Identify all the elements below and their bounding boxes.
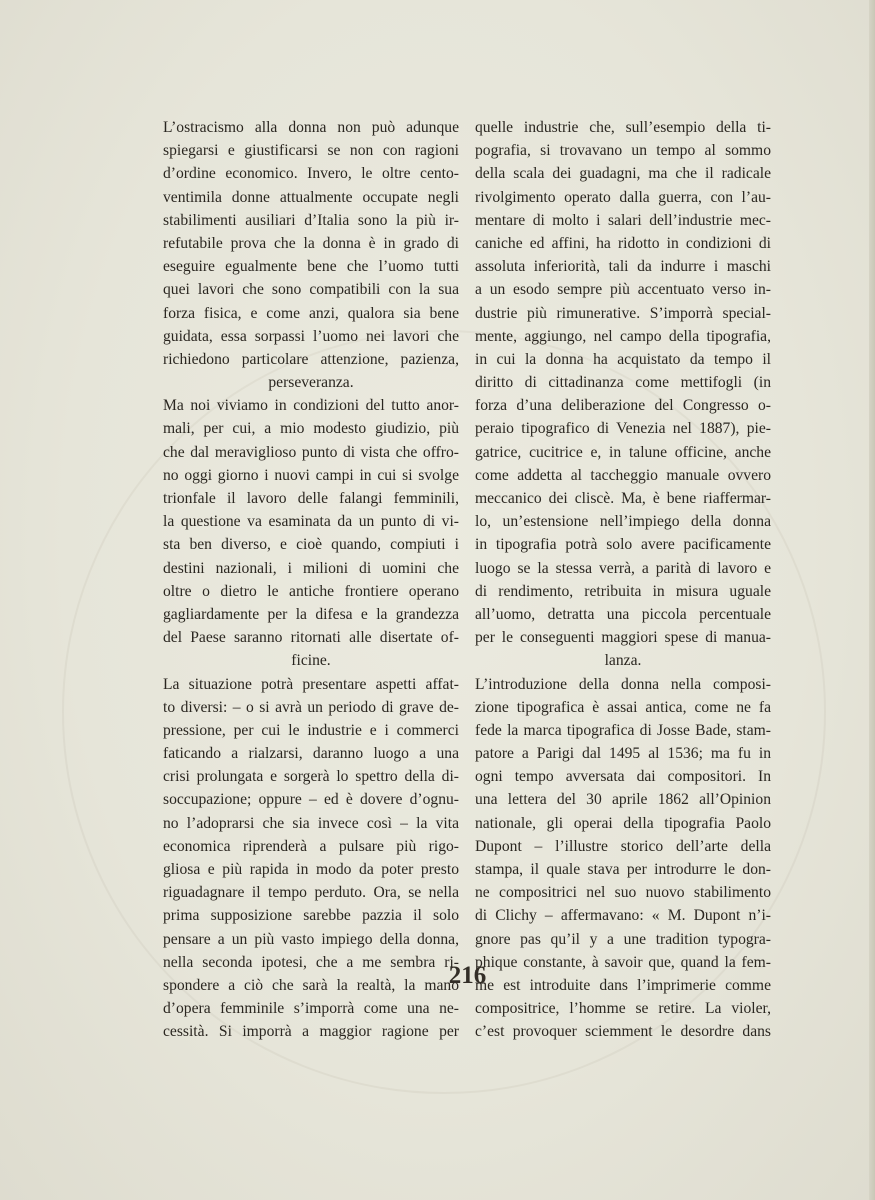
text-line: una lettera del 30 aprile 1862 all’Opinion (475, 791, 771, 809)
text-line: mali, per cui, a mio modesto giudizio, più (163, 420, 459, 438)
text-line: all’uomo, detratta una piccola percentuale (475, 605, 771, 623)
text-line: quei lavori che sono compatibili con la sua (163, 281, 459, 299)
page-number: 216 (448, 962, 487, 989)
text-line: stampa, il quale stava per introdurre le don- (475, 861, 771, 878)
text-line: di rendimento, retribuita in misura uguale (475, 582, 771, 600)
text-line: guidata, essa sorpassi l’uomo nei lavori che (163, 327, 459, 345)
text-line: me est introduite dans l’imprimerie comme (475, 976, 771, 994)
paragraph-end-line: lanza. (604, 652, 642, 670)
text-line: soccupazione; oppure – ed è dovere d’ognu- (163, 791, 459, 809)
text-line: mentare di molto i salari dell’industrie mec- (475, 211, 771, 229)
text-line: meccanico dei cliscè. Ma, è bene riaffermar- (475, 490, 771, 507)
text-line: come addetta al taccheggio manuale ovvero (475, 466, 771, 484)
text-line: spiegarsi e giustificarsi se non con ragioni (163, 142, 459, 160)
left-text-column (163, 116, 459, 1044)
text-line: gliosa e più rapida in modo da poter presto (163, 861, 459, 878)
text-line: no l’adoprarsi che sia invece così – la vita (163, 814, 459, 832)
text-line: to diversi: – o si avrà un periodo di grave de- (163, 698, 459, 716)
text-line: c’est provoquer sciemment le desordre dans (475, 1023, 771, 1041)
text-line: Dupont – l’illustre storico dell’arte della (475, 837, 771, 855)
text-line: a un esodo sempre più accentuato verso in- (475, 281, 771, 299)
text-line: phique constante, à savoir que, quand la fem- (475, 953, 771, 971)
text-line: prima supposizione sarebbe pazzia il solo (163, 907, 459, 925)
text-line: forza d’una deliberazione del Congresso o- (475, 397, 771, 415)
text-line: trionfale il lavoro delle falangi femminili, (163, 490, 459, 507)
text-line: quelle industrie che, sull’esempio della ti- (475, 119, 771, 136)
text-line: gnore pas qu’il y a une tradition typogra- (475, 930, 771, 948)
text-line: diritto di cittadinanza come mettifogli (in (475, 374, 771, 392)
text-line: crisi prolungata e sorgerà lo spettro della di- (163, 768, 459, 786)
text-line: assoluta inferiorità, tali da indurre i maschi (475, 258, 771, 276)
text-line: richiedono particolare attenzione, pazienza, (163, 350, 459, 368)
text-line: L’ostracismo alla donna non può adunque (163, 119, 459, 136)
text-line: faticando a rialzarsi, daranno luogo a una (163, 745, 459, 763)
text-line: pressione, per cui le industrie e i commerci (163, 721, 459, 739)
text-line: oltre o dietro le antiche frontiere operano (163, 582, 459, 600)
text-line: caniche ed affini, ha ridotto in condizioni di (475, 234, 771, 252)
text-line: che dal meraviglioso punto di vista che offro- (163, 443, 459, 461)
text-line: rivolgimento operato dalla guerra, con l’au- (475, 188, 771, 206)
right-text-column (475, 116, 771, 1044)
text-line: della scala dei guadagni, ma che il radicale (475, 165, 771, 183)
text-line: ogni tempo avversata dai compositori. In (475, 768, 771, 786)
paragraph-end-line: ficine. (291, 652, 331, 670)
text-line: spondere a ciò che sarà la realtà, la mano (163, 976, 459, 994)
text-line: riguadagnare il tempo perduto. Ora, se nella (163, 884, 459, 902)
text-line: cessità. Si imporrà a maggior ragione per (163, 1023, 459, 1041)
text-line: d’ordine economico. Invero, le oltre cento- (163, 165, 459, 183)
text-line: la questione va esaminata da un punto di vi- (163, 513, 459, 531)
text-line: L’introduzione della donna nella composi- (475, 675, 771, 693)
text-line: mente, aggiungo, nel campo della tipografia, (475, 327, 771, 345)
text-line: eseguire egualmente bene che l’uomo tutti (163, 258, 459, 276)
text-line: nella seconda ipotesi, che a me sembra ri- (163, 953, 459, 971)
text-line: fede la marca tipografica di Josse Bade, stam- (475, 721, 771, 739)
text-line: economica riprenderà a pulsare più rigo- (163, 837, 459, 855)
text-line: no oggi giorno i nuovi campi in cui si svolge (163, 466, 459, 484)
text-line: in tipografia potrà solo avere pacificamente (475, 536, 771, 554)
text-line: forza fisica, e come anzi, qualora sia bene (163, 304, 459, 322)
text-line: nationale, gli operai della tipografia Paolo (475, 814, 771, 832)
text-line: destini nazionali, i milioni di uomini che (163, 559, 459, 577)
text-line: gatrice, cucitrice e, in talune officine, anche (475, 443, 771, 461)
text-line: lo, un’estensione nell’impiego della donna (475, 513, 771, 531)
text-line: patore a Parigi dal 1495 al 1536; ma fu in (475, 745, 771, 763)
text-line: peraio tipografico di Venezia nel 1887), pie- (475, 420, 771, 438)
text-line: gagliardamente per la difesa e la grandezza (163, 605, 459, 623)
text-line: La situazione potrà presentare aspetti affat- (163, 675, 459, 693)
text-line: ventimila donne attualmente occupate negli (163, 188, 459, 206)
text-line: luogo se la stessa verrà, a parità di lavoro e (475, 559, 771, 577)
text-line: refutabile prova che la donna è in grado di (163, 234, 459, 252)
text-line: compositrice, l’homme se retire. La violer, (475, 1000, 771, 1018)
text-line: pensare a un più vasto impiego della donna, (163, 930, 459, 948)
text-line: pografia, si trovavano un tempo al sommo (475, 142, 771, 160)
text-line: del Paese saranno ritornati alle disertate of- (163, 629, 459, 647)
text-line: di Clichy – affermavano: « M. Dupont n’i- (475, 907, 771, 925)
text-line: ne compositrici nel suo nuovo stabilimento (475, 884, 771, 902)
text-line: stabilimenti ausiliari d’Italia sono la più ir- (163, 211, 459, 229)
text-line: zione tipografica è assai antica, come ne fa (475, 698, 771, 716)
text-line: sta ben diverso, e cioè quando, compiuti i (163, 536, 459, 554)
text-line: per le conseguenti maggiori spese di manua- (475, 629, 771, 647)
page-edge (869, 0, 875, 1200)
paragraph-end-line: perseveranza. (268, 374, 354, 392)
text-line: d’opera femminile s’imporrà come una ne- (163, 1000, 459, 1018)
text-line: dustrie più rimunerative. S’imporrà special- (475, 304, 771, 322)
text-line: Ma noi viviamo in condizioni del tutto anor- (163, 397, 459, 415)
text-line: in cui la donna ha acquistato da tempo il (475, 350, 771, 368)
